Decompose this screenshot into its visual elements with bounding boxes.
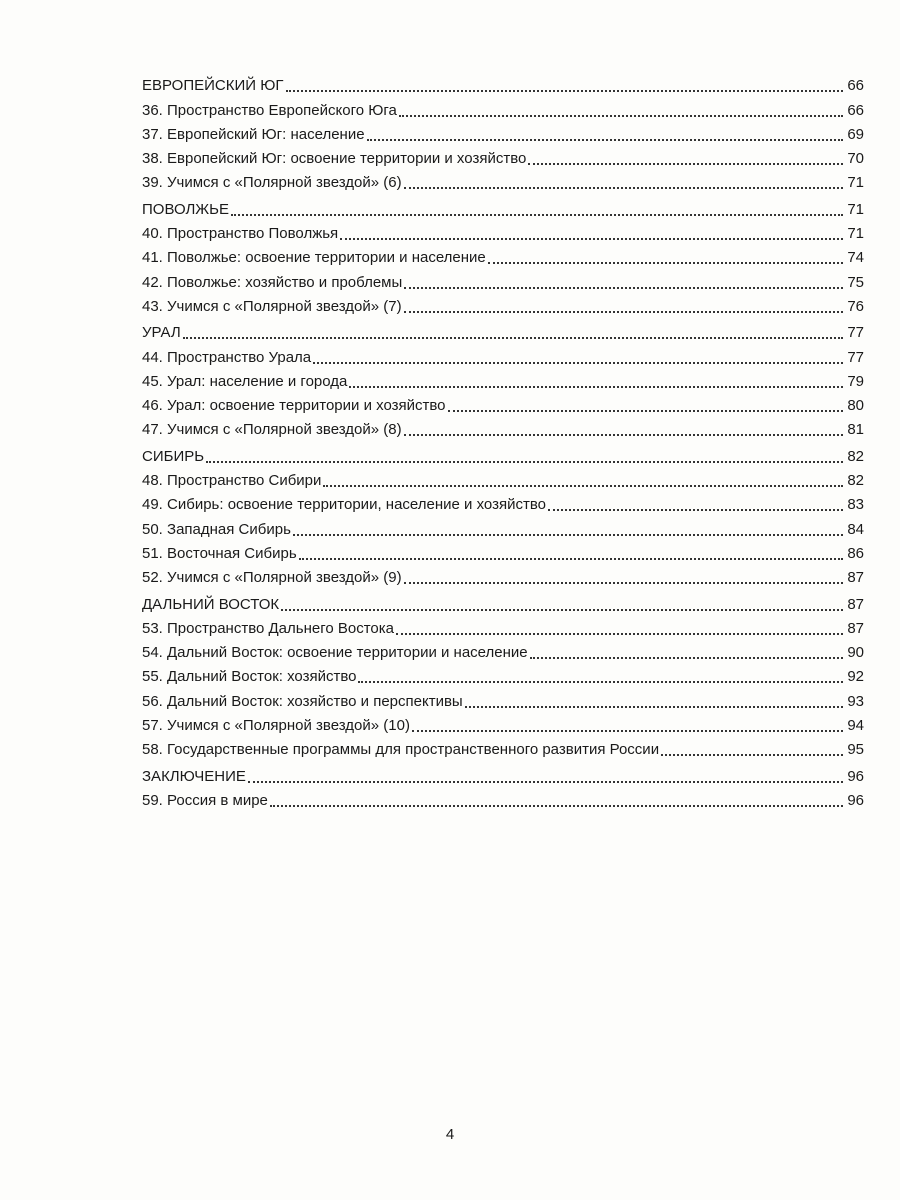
toc-entry-title: 47. Учимся с «Полярной звездой» (8) <box>142 421 402 439</box>
toc-entry-title: 59. Россия в мире <box>142 791 268 809</box>
toc-entry <box>142 244 864 268</box>
toc-entry-title: 48. Пространство Сибири <box>142 472 322 490</box>
dot-leader <box>183 337 843 339</box>
toc-entry-title: 55. Дальний Восток: хозяйство <box>142 668 357 686</box>
toc-entry <box>142 343 864 367</box>
toc-entry-page: 87 <box>847 619 864 637</box>
toc-entry-title: 51. Восточная Сибирь <box>142 544 297 562</box>
toc-section-heading <box>142 319 864 343</box>
toc-entry-page: 80 <box>847 397 864 415</box>
toc-entry-page: 93 <box>847 692 864 710</box>
toc-entry <box>142 368 864 392</box>
toc-section-heading <box>142 590 864 614</box>
toc-entry <box>142 392 864 416</box>
dot-leader <box>349 386 843 388</box>
toc-entry <box>142 268 864 292</box>
dot-leader <box>548 509 843 511</box>
dot-leader <box>231 214 843 216</box>
dot-leader <box>465 706 843 708</box>
toc-entry-page: 83 <box>847 496 864 514</box>
toc-entry-title: 38. Европейский Юг: освоение территории и хозяйство <box>142 150 527 168</box>
toc-entry-title: 37. Европейский Юг: население <box>142 125 365 143</box>
toc-entry-page: 74 <box>847 249 864 267</box>
toc-entry-page: 96 <box>847 767 864 785</box>
toc-entry-title: СИБИРЬ <box>142 447 205 465</box>
dot-leader <box>293 534 843 536</box>
toc-entry-title: 54. Дальний Восток: освоение территории и население <box>142 644 528 662</box>
toc-entry <box>142 515 864 539</box>
toc-entry-page: 71 <box>847 174 864 192</box>
toc-entry-page: 94 <box>847 717 864 735</box>
toc-entry <box>142 96 864 120</box>
toc-entry <box>142 639 864 663</box>
dot-leader <box>286 90 844 92</box>
toc-entry <box>142 467 864 491</box>
toc-entry-title: 46. Урал: освоение территории и хозяйство <box>142 397 446 415</box>
toc-entry-page: 82 <box>847 472 864 490</box>
toc-entry-title: 39. Учимся с «Полярной звездой» (6) <box>142 174 402 192</box>
toc-entry-title: ПОВОЛЖЬЕ <box>142 200 229 218</box>
toc-entry-title: 53. Пространство Дальнего Востока <box>142 619 394 637</box>
dot-leader <box>358 681 843 683</box>
toc-entry <box>142 712 864 736</box>
toc-entry <box>142 293 864 317</box>
dot-leader <box>661 754 843 756</box>
dot-leader <box>367 139 843 141</box>
dot-leader <box>404 434 843 436</box>
toc-entry-page: 76 <box>847 297 864 315</box>
toc-entry-page: 86 <box>847 544 864 562</box>
toc-entry-page: 75 <box>847 273 864 291</box>
toc-entry <box>142 663 864 687</box>
table-of-contents <box>142 70 864 811</box>
toc-entry-title: 45. Урал: население и города <box>142 372 348 390</box>
toc-entry-title: 52. Учимся с «Полярной звездой» (9) <box>142 569 402 587</box>
dot-leader <box>340 238 843 240</box>
toc-entry-title: ЗАКЛЮЧЕНИЕ <box>142 767 246 785</box>
toc-section-heading <box>142 72 864 96</box>
toc-entry-title: 49. Сибирь: освоение территории, население и хозяйство <box>142 496 546 514</box>
toc-entry <box>142 736 864 760</box>
dot-leader <box>412 730 843 732</box>
toc-entry-title: 43. Учимся с «Полярной звездой» (7) <box>142 297 402 315</box>
dot-leader <box>323 485 843 487</box>
toc-entry <box>142 540 864 564</box>
toc-entry <box>142 491 864 515</box>
toc-section-heading <box>142 762 864 786</box>
dot-leader <box>404 582 843 584</box>
toc-entry <box>142 564 864 588</box>
toc-entry-title: 42. Поволжье: хозяйство и проблемы <box>142 273 403 291</box>
toc-entry-title: 57. Учимся с «Полярной звездой» (10) <box>142 717 410 735</box>
dot-leader <box>404 311 843 313</box>
toc-entry <box>142 615 864 639</box>
toc-entry-title: УРАЛ <box>142 324 181 342</box>
dot-leader <box>281 609 843 611</box>
toc-entry-page: 96 <box>847 791 864 809</box>
toc-entry-page: 79 <box>847 372 864 390</box>
toc-entry-page: 84 <box>847 520 864 538</box>
toc-entry <box>142 220 864 244</box>
dot-leader <box>399 115 843 117</box>
dot-leader <box>528 163 843 165</box>
dot-leader <box>530 657 843 659</box>
dot-leader <box>248 781 843 783</box>
toc-entry-title: 40. Пространство Поволжья <box>142 225 339 243</box>
dot-leader <box>448 410 843 412</box>
dot-leader <box>404 187 843 189</box>
toc-entry-page: 81 <box>847 421 864 439</box>
toc-entry-page: 66 <box>847 77 864 95</box>
toc-entry-page: 82 <box>847 447 864 465</box>
toc-entry-page: 90 <box>847 644 864 662</box>
toc-entry-title: 56. Дальний Восток: хозяйство и перспективы <box>142 692 463 710</box>
dot-leader <box>396 633 843 635</box>
toc-entry-page: 77 <box>847 348 864 366</box>
dot-leader <box>313 362 843 364</box>
toc-section-heading <box>142 195 864 219</box>
toc-entry-title: ДАЛЬНИЙ ВОСТОК <box>142 595 280 613</box>
toc-entry-page: 69 <box>847 125 864 143</box>
dot-leader <box>299 558 843 560</box>
dot-leader <box>206 461 843 463</box>
toc-entry <box>142 416 864 440</box>
toc-entry-title: 41. Поволжье: освоение территории и население <box>142 249 486 267</box>
toc-entry-page: 87 <box>847 569 864 587</box>
toc-section-heading <box>142 442 864 466</box>
toc-entry <box>142 787 864 811</box>
toc-entry-page: 71 <box>847 200 864 218</box>
toc-entry <box>142 121 864 145</box>
dot-leader <box>270 805 843 807</box>
toc-entry-page: 92 <box>847 668 864 686</box>
page-number: 4 <box>445 1126 455 1143</box>
toc-entry-title: 36. Пространство Европейского Юга <box>142 101 397 119</box>
toc-entry-page: 71 <box>847 225 864 243</box>
toc-entry <box>142 169 864 193</box>
toc-entry-page: 87 <box>847 595 864 613</box>
toc-entry-page: 70 <box>847 150 864 168</box>
dot-leader <box>404 287 843 289</box>
toc-entry-page: 95 <box>847 741 864 759</box>
toc-entry <box>142 145 864 169</box>
toc-entry-title: ЕВРОПЕЙСКИЙ ЮГ <box>142 77 284 95</box>
toc-entry <box>142 687 864 711</box>
toc-entry-page: 66 <box>847 101 864 119</box>
toc-entry-title: 44. Пространство Урала <box>142 348 312 366</box>
toc-entry-title: 58. Государственные программы для пространственного развития России <box>142 741 660 759</box>
toc-entry-title: 50. Западная Сибирь <box>142 520 291 538</box>
dot-leader <box>488 262 843 264</box>
toc-entry-page: 77 <box>847 324 864 342</box>
